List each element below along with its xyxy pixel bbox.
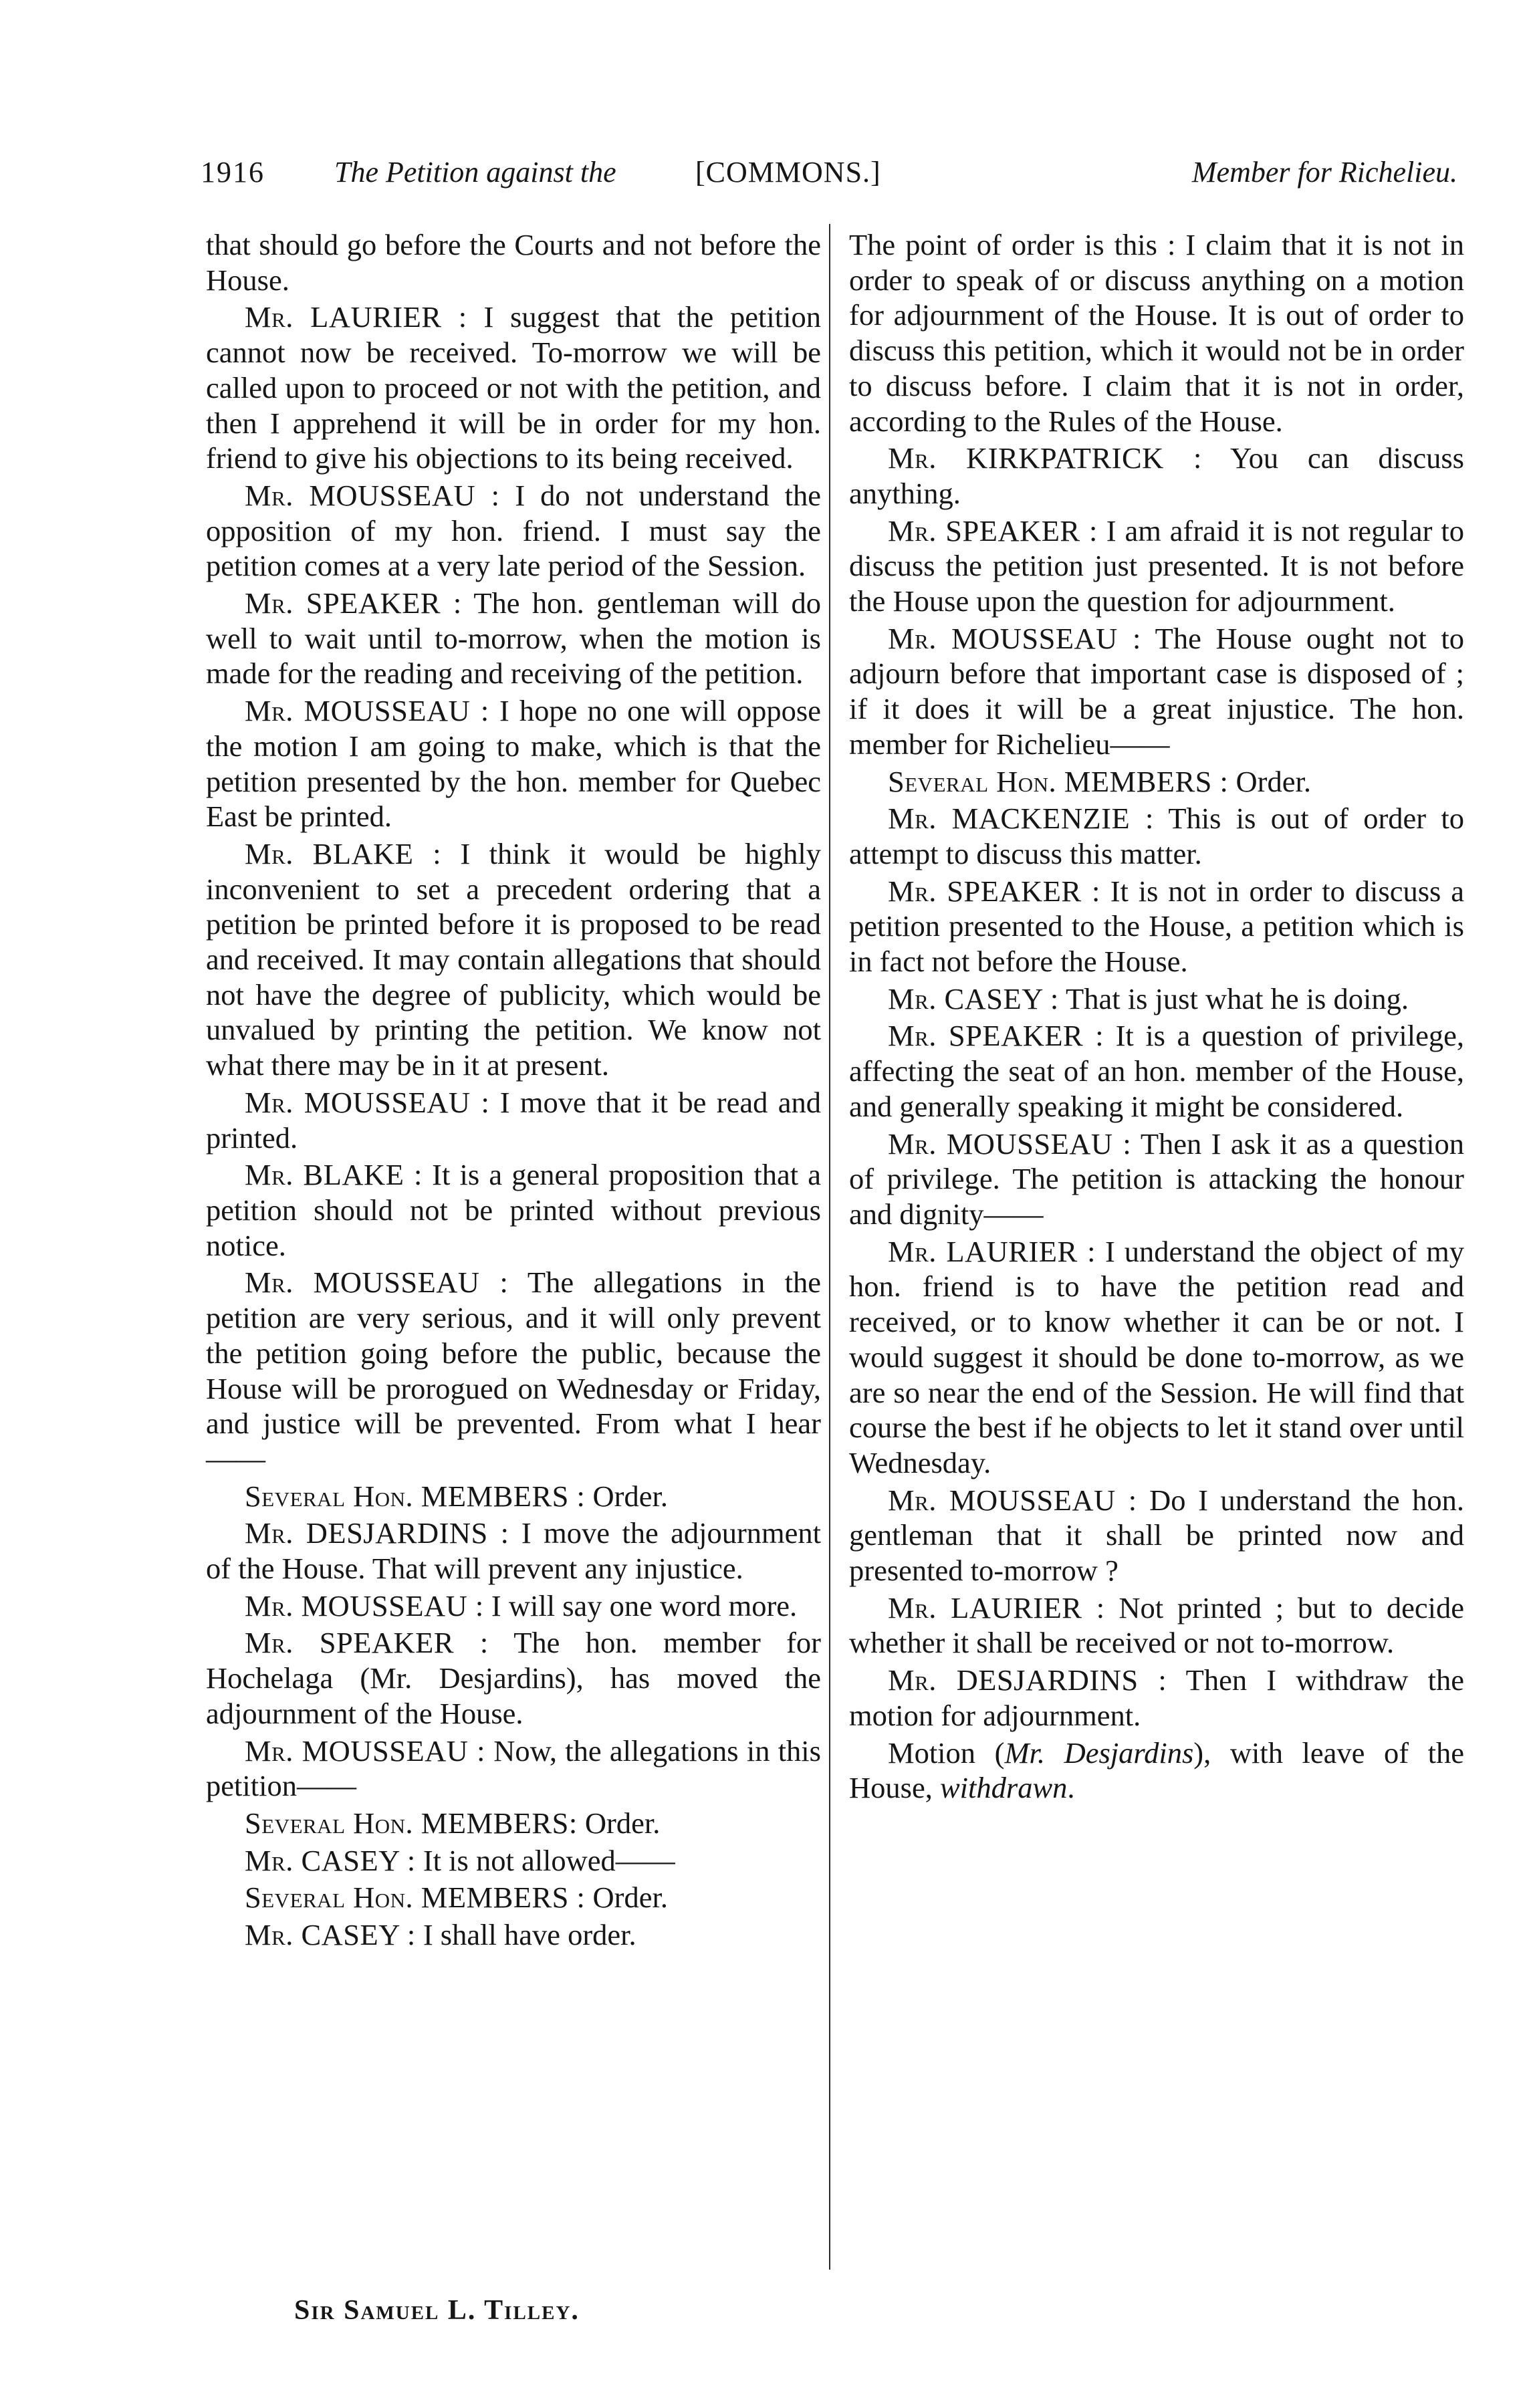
speech-paragraph (849, 981, 1464, 1017)
speaker-name: Several Hon. MEMBERS : (245, 1881, 586, 1915)
speech-paragraph (206, 1733, 821, 1804)
speaker-name: Mr. SPEAKER : (888, 874, 1100, 908)
speech-paragraph (849, 441, 1464, 511)
speaker-name: Mr. SPEAKER : (888, 1019, 1104, 1053)
speech-paragraph (849, 764, 1464, 800)
motion-prefix: Motion ( (888, 1735, 1005, 1770)
speech-paragraph (206, 1085, 821, 1155)
speaker-name: Mr. MOUSSEAU : (245, 1085, 490, 1119)
speech-paragraph (849, 1590, 1464, 1661)
speaker-name: Mr. LAURIER : (888, 1234, 1096, 1268)
speech-paragraph (206, 586, 821, 691)
right-column (849, 227, 1464, 1808)
running-header (201, 155, 1457, 209)
speaker-name: Mr. MOUSSEAU : (245, 1733, 485, 1768)
speech-paragraph (206, 1843, 821, 1879)
left-column (206, 227, 821, 1955)
speech-paragraph (849, 1483, 1464, 1588)
speech-text: That is just what he is doing. (1058, 981, 1409, 1015)
speaker-name: Mr. BLAKE : (245, 1158, 423, 1192)
speech-paragraph (206, 299, 821, 476)
speech-text: The House ought not to adjourn before that important case is disposed of ; if it does it will be a great injustice. The hon. member for Richelieu—— (849, 621, 1464, 761)
speech-text: The point of order is this : I claim that it is not in order to speak of or discuss anything on a motion for adjournment of the House. It is out of order to discuss this petition, which it would not be in order to discuss before. I claim that it is not in order, according to the Rules of the House. (849, 228, 1464, 438)
speaker-name: Mr. CASEY : (888, 981, 1059, 1015)
speaker-name: Mr. BLAKE : (245, 836, 442, 870)
speaker-name: Mr. CASEY : (245, 1843, 416, 1877)
speech-paragraph (849, 513, 1464, 619)
speech-text: I move that it be read and printed. (206, 1085, 821, 1155)
speaker-name: Mr. CASEY : (245, 1918, 416, 1952)
speaker-name: Several Hon. MEMBERS : (888, 764, 1229, 798)
speech-text: I think it would be highly inconvenient to set a precedent ordering that a petition be printed before it is proposed to be read and received. It may contain allegations that should not have the degree of publicity, which would be unvalued by printing the petition. We know not what there may be in it at present. (206, 836, 821, 1082)
speaker-name: Mr. KIRKPATRICK : (888, 441, 1202, 475)
speaker-name: Mr. SPEAKER : (245, 1626, 489, 1660)
speaker-name: Mr. MOUSSEAU : (245, 478, 500, 512)
speech-text: It is a general proposition that a petition should not be printed without previous notice. (206, 1158, 821, 1262)
speech-paragraph (849, 1234, 1464, 1481)
speech-paragraph (206, 1806, 821, 1841)
speech-text: I shall have order. (415, 1918, 636, 1952)
speech-paragraph (849, 874, 1464, 979)
speech-paragraph (206, 1625, 821, 1731)
speech-text: that should go before the Courts and not before the House. (206, 228, 821, 297)
speaker-name: Mr. MOUSSEAU : (245, 694, 489, 728)
speaker-name: Several Hon. MEMBERS: (245, 1806, 578, 1840)
speech-text: It is a question of privilege, affecting the seat of an hon. member of the House, and generally speaking it might be considered. (849, 1019, 1464, 1123)
speech-text: I will say one word more. (483, 1588, 798, 1622)
speech-paragraph (206, 1265, 821, 1476)
speech-paragraph (206, 1516, 821, 1586)
speech-text: You can discuss anything. (849, 441, 1465, 510)
header-left-title: The Petition against the (334, 156, 616, 189)
speech-text: I am afraid it is not regular to discuss the petition just presented. It is not before the House upon the question for adjournment. (849, 513, 1464, 618)
speech-paragraph (206, 836, 821, 1083)
speaker-name: Mr. MOUSSEAU : (245, 1588, 484, 1622)
motion-mover: Mr. Desjardins (1004, 1735, 1194, 1770)
speech-paragraph (206, 478, 821, 584)
right-column-paragraphs (849, 227, 1464, 1733)
speaker-name: Mr. MACKENZIE : (888, 802, 1154, 836)
speech-text: Then I withdraw the motion for adjournment. (849, 1663, 1465, 1732)
speech-paragraph (849, 1126, 1464, 1232)
speech-text: Then I ask it as a question of privilege. The petition is attacking the honour and dignity—— (849, 1126, 1464, 1231)
speech-text: I do not understand the opposition of my hon. friend. I must say the petition comes at a very late period of the Session. (206, 478, 821, 583)
speech-paragraph (206, 693, 821, 834)
speech-paragraph (849, 1663, 1464, 1733)
speech-text: I hope no one will oppose the motion I am going to make, which is that the petition presented by the hon. member for Quebec East be printed. (206, 694, 821, 834)
speech-paragraph (849, 227, 1464, 439)
page-number: 1916 (201, 156, 265, 189)
speech-paragraph (206, 1588, 821, 1624)
speech-paragraph (206, 1880, 821, 1915)
speaker-name: Mr. LAURIER : (888, 1590, 1105, 1624)
speaker-name: Mr. SPEAKER : (888, 513, 1098, 548)
speech-text: I move the adjournment of the House. That will prevent any injustice. (206, 1516, 821, 1586)
speaker-name: Several Hon. MEMBERS : (245, 1479, 586, 1513)
speaker-name: Mr. SPEAKER : (245, 586, 462, 620)
speaker-name: Mr. DESJARDINS : (245, 1516, 509, 1550)
speech-text: Do I understand the hon. gentleman that it shall be printed now and presented to-morrow ? (849, 1483, 1464, 1588)
speech-paragraph (206, 1917, 821, 1953)
speech-text: The hon. member for Hochelaga (Mr. Desjardins), has moved the adjournment of the House. (206, 1626, 821, 1730)
speech-text: Now, the allegations in this petition—— (206, 1733, 821, 1803)
speech-text: I suggest that the petition cannot now be received. To-morrow we will be called upon to proceed or not with the petition, and then I apprehend it will be in order for my hon. friend to give his objections to its being received. (206, 300, 821, 475)
speech-paragraph (206, 1157, 821, 1263)
speech-text: It is not allowed—— (415, 1843, 675, 1877)
motion-result: withdrawn (939, 1771, 1068, 1805)
speaker-name: Mr. DESJARDINS : (888, 1663, 1167, 1697)
speech-text: It is not in order to discuss a petition presented to the House, a petition which is in fact not before the House. (849, 874, 1464, 979)
speech-text: Order. (577, 1806, 661, 1840)
speech-text: The hon. gentleman will do well to wait until to-morrow, when the motion is made for the reading and receiving of the petition. (206, 586, 821, 691)
column-divider (829, 224, 830, 2270)
speaker-name: Mr. MOUSSEAU : (245, 1266, 509, 1300)
next-speaker-catchword: Sir Samuel L. Tilley. (294, 2295, 580, 2326)
speech-text: Order. (585, 1881, 668, 1915)
speech-text: Order. (1228, 764, 1311, 798)
speech-paragraph (849, 1018, 1464, 1124)
speaker-name: Mr. MOUSSEAU : (888, 1483, 1137, 1517)
speech-text: The allegations in the petition are very serious, and it will only prevent the petition going before the public, because the House will be prorogued on Wednesday or Friday, and justice will be prevented. From what I hear—— (206, 1266, 821, 1475)
motion-paragraph (849, 1735, 1464, 1806)
header-right-title: Member for Richelieu. (1191, 156, 1457, 189)
speech-paragraph (206, 227, 821, 297)
speech-paragraph (849, 801, 1464, 871)
speech-text: Order. (585, 1479, 668, 1513)
header-center-title: [COMMONS.] (695, 156, 881, 189)
speech-paragraph (206, 1479, 821, 1514)
speech-text: This is out of order to attempt to discuss this matter. (849, 802, 1464, 870)
speech-text: I understand the object of my hon. friend is to have the petition read and received, or to know whether it can be or not. I would suggest it should be done to-morrow, as we are so near the end of the Session. He will find that course the best if he objects to let it stand over until Wednesday. (849, 1234, 1464, 1479)
motion-suffix: . (1067, 1771, 1075, 1805)
speaker-name: Mr. MOUSSEAU : (888, 621, 1141, 655)
speech-text: Not printed ; but to decide whether it shall be received or not to-morrow. (849, 1590, 1464, 1660)
speech-paragraph (849, 621, 1464, 762)
motion-middle: ), with leave of the House, (849, 1735, 1464, 1805)
speaker-name: Mr. LAURIER : (245, 300, 467, 334)
speaker-name: Mr. MOUSSEAU : (888, 1126, 1132, 1161)
